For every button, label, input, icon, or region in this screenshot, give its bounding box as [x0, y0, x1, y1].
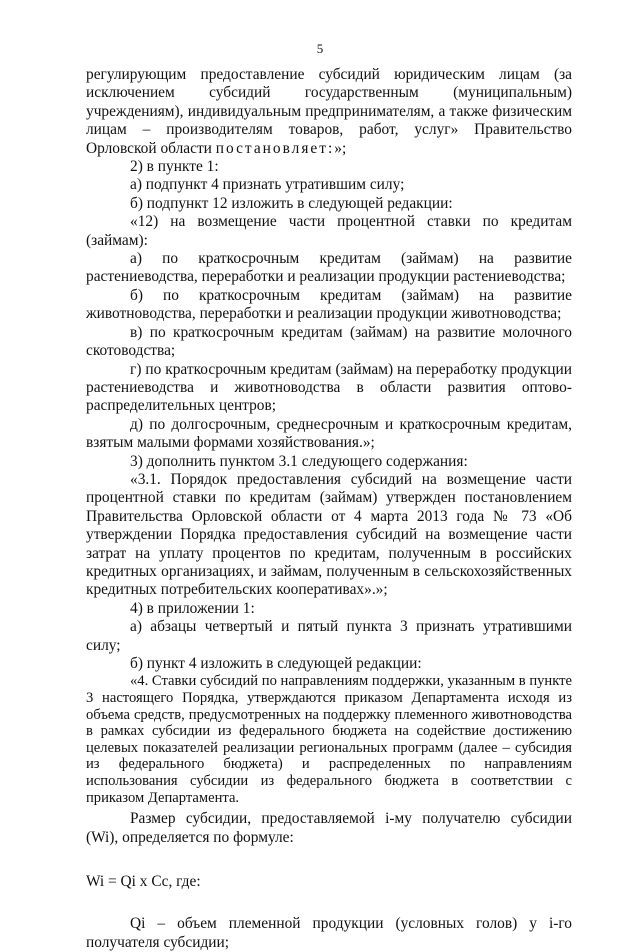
- paragraph-appendix-a: а) абзацы четвертый и пятый пункта 3 признать утратившими силу;: [86, 618, 572, 654]
- paragraph-subitem-b: б) подпункт 12 изложить в следующей редакции:: [130, 194, 453, 212]
- paragraph-credit-a: а) по краткосрочным кредитам (займам) на развитие растениеводства, переработки и реализации продукции растениеводства;: [86, 250, 572, 286]
- paragraph-intro-text: регулирующим предоставление субсидий юридическим лицам (за исключением субсидий государственным (муниципальным) учреждениям), индивидуальным предпринимателям, а также физическим лицам – производителям товаров, работ, услуг» Правительство Орловской области: [86, 66, 572, 157]
- paragraph-item-3: 3) дополнить пунктом 3.1 следующего содержания:: [130, 452, 468, 470]
- paragraph-quote-12: «12) на возмещение части процентной ставки по кредитам (займам):: [86, 213, 572, 249]
- paragraph-appendix-b: б) пункт 4 изложить в следующей редакции:: [130, 655, 422, 672]
- paragraph-credit-d: д) по долгосрочным, среднесрочным и краткосрочным кредитам, взятым малыми формами хозяйствования.»;: [86, 415, 572, 452]
- page-number: 5: [316, 41, 324, 56]
- decree-tail: »;: [334, 139, 347, 157]
- paragraph-item-4: 4) в приложении 1:: [130, 599, 255, 617]
- paragraph-item-2: 2) в пункте 1:: [130, 158, 219, 176]
- paragraph-quote-4: «4. Ставки субсидий по направлениям поддержки, указанным в пункте 3 настоящего Порядка, утверждаются приказом Департамента исходя из объема средств, предусмотренных на поддержку племенного животноводства в рамках субсидии из федерального бюджета на содействие достижению целевых показателей реализации региональных программ (далее – субсидия из федерального бюджета) и распределенных по направлениям использования субсидии из федерального бюджета в соответствии с приказом Департамента.: [86, 673, 572, 806]
- paragraph-subitem-a: а) подпункт 4 признать утратившим силу;: [130, 176, 405, 194]
- paragraph-credit-v: в) по краткосрочным кредитам (займам) на развитие молочного скотоводства;: [86, 323, 572, 360]
- paragraph-intro: [86, 66, 572, 158]
- document-body: [86, 66, 572, 952]
- paragraph-qi-definition: Qi – объем племенной продукции (условных голов) у i-го получателя субсидии;: [86, 915, 572, 951]
- paragraph-credit-b: б) по краткосрочным кредитам (займам) на развитие животноводства, переработки и реализации продукции животноводства;: [86, 286, 572, 323]
- formula: Wi = Qi x Cc, где:: [86, 872, 201, 890]
- paragraph-quote-3-1: «3.1. Порядок предоставления субсидий на возмещение части процентной ставки по кредитам (займам) утвержден постановлением Правительства Орловской области от 4 марта 2013 года № 73 «Об утверждении Порядка предоставления субсидий на возмещение части затрат на уплату процентов по кредитам, полученным в российских кредитных организациях, и займам, полученным в сельскохозяйственных кредитных потребительских кооперативах».»;: [86, 470, 572, 599]
- decree-word: постановляет:: [215, 139, 335, 157]
- paragraph-credit-g: г) по краткосрочным кредитам (займам) на переработку продукции растениеводства и животноводства в области развития оптово-распределительных центров;: [86, 360, 572, 415]
- paragraph-subsidy-size: Размер субсидии, предоставляемой i-му получателю субсидии (Wi), определяется по формуле:: [86, 810, 572, 846]
